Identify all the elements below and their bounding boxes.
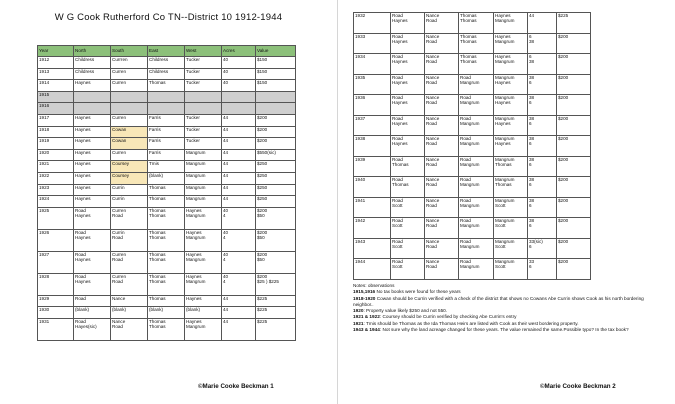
year-cell: 1916 [38,103,74,115]
table-cell: Tucker [185,68,222,80]
table-cell: Thomas Thomas [459,54,494,75]
table-cell: Road Haynes [391,54,425,75]
tax-table-1 [37,45,296,341]
notes-section [353,283,658,333]
table-cell: Childress [148,68,185,80]
table-row [354,177,591,198]
table-cell: Nance [111,295,148,307]
table-cell [256,91,296,103]
table-cell: Haynes Mangrum [185,251,222,273]
table-cell: Thomas Thomas [148,207,185,229]
table-cell [111,91,148,103]
year-cell: 1926 [38,229,74,251]
table-cell: Tucker [185,114,222,126]
table-row [38,307,296,319]
table-cell: Curren Road [111,273,148,295]
table-cell [185,91,222,103]
table-cell [148,91,185,103]
table-cell: $225 [256,318,296,340]
table-cell: Haynes [74,196,111,208]
table-cell: Thomas Thomas [148,229,185,251]
table-row [38,172,296,184]
column-header: Acres [222,46,256,57]
table-cell: Road Haynes [74,251,111,273]
table-row [38,68,296,80]
table-cell: Nance Road [425,74,459,95]
note-text: : Not sure why the land acreage changed for these years. The value remained the same.Possible typo? In the tax book? [379,327,629,333]
table-cell: 33(sic) 6 [528,238,557,259]
table-row [354,115,591,136]
table-cell: Nance Road [425,156,459,177]
table-cell: Haynes [74,138,111,150]
table-row [354,197,591,218]
table-cell: 40 [222,57,256,69]
table-cell: 38 6 [528,115,557,136]
table-cell: Haynes [74,126,111,138]
table-cell: 44 [222,307,256,319]
table-cell: Curren [111,149,148,161]
table-row [38,318,296,340]
table-cell: Nance Road [425,54,459,75]
table-cell: Thomas Thomas [459,13,494,34]
table-cell: Tucker [185,80,222,92]
table-cell: Thomas [148,295,185,307]
year-cell: 1920 [38,149,74,161]
table-cell: Currren [111,57,148,69]
table-cell: Nance Road [425,115,459,136]
year-cell: 1929 [38,295,74,307]
table-row [38,103,296,115]
note-text: : Tmis should be Thomas as the Ida Thomas Heirs are listed with Cook as their west bordering property. [363,320,579,326]
table-cell: Mangrum Haynes [494,74,528,95]
table-cell: $250 [256,161,296,173]
year-cell: 1912 [38,57,74,69]
table-cell: 38 6 [528,177,557,198]
year-cell: 1934 [354,54,391,75]
table-row [38,57,296,69]
table-row [38,295,296,307]
table-cell: $200 [557,74,591,95]
column-header: West [185,46,222,57]
table-cell: Curren [111,114,148,126]
table-cell: Curren Road [111,251,148,273]
year-cell: 1928 [38,273,74,295]
table-cell: Road Scott [391,197,425,218]
table-cell: 38 6 [528,197,557,218]
table-cell: Nance Road [111,318,148,340]
table-cell: Tucker [185,57,222,69]
table-cell: Road Haynes [391,33,425,54]
table-cell: $200 $50 [256,229,296,251]
table-cell: Tmis [148,161,185,173]
table-row [38,80,296,92]
table-cell: 40 4 [222,207,256,229]
table-cell: Road Mangrum [459,197,494,218]
year-cell: 1936 [354,95,391,116]
table-cell: (blank) [74,307,111,319]
table-cell: 44 [222,196,256,208]
table-cell: Haynes [74,80,111,92]
note-text: No tax books were found for these years [375,289,461,295]
table-cell: Thomas [148,184,185,196]
table-cell: 40 [222,68,256,80]
table-cell: Road Hayes(sic) [74,318,111,340]
table-row [38,114,296,126]
year-cell: 1915 [38,91,74,103]
note-label: 1921 & 1922 [353,314,380,320]
table-row [38,184,296,196]
table-cell: $200 [557,238,591,259]
year-cell: 1938 [354,136,391,157]
table-cell: 6 38 [528,54,557,75]
year-cell: 1927 [38,251,74,273]
table-cell [111,103,148,115]
table-row [354,156,591,177]
table-cell: $200 [557,95,591,116]
table-cell: Farris [148,114,185,126]
table-cell: Haynes Mangrum [185,273,222,295]
table-cell: Mangrum Scott [494,238,528,259]
table-cell: 44 [222,318,256,340]
table-cell [222,91,256,103]
year-cell: 1933 [354,33,391,54]
table-cell: Road Mangrum [459,238,494,259]
table-header-row [38,46,296,57]
table-cell: 44 [222,184,256,196]
table-cell: Thomas Thomas [148,273,185,295]
table-cell: Nance Road [425,13,459,34]
table-cell: $200 [557,156,591,177]
page-footer: ©Marie Cooke Beckman 2 [540,383,616,390]
table-cell: Curren Road [111,207,148,229]
table-cell: 44 [222,172,256,184]
table-cell: Currin [111,184,148,196]
table-cell: $200 [557,218,591,239]
table-cell: Haynes [74,172,111,184]
year-cell: 1931 [38,318,74,340]
table-cell: Road Mangrum [459,156,494,177]
table-cell: 38 6 [528,95,557,116]
table-cell: Haynes Mangrum [185,229,222,251]
table-row [38,229,296,251]
table-cell: Road Haynes [74,273,111,295]
year-cell: 1943 [354,238,391,259]
table-cell: Mangrum Scott [494,197,528,218]
page-title: W G Cook Rutherford Co TN--District 10 1912-1944 [54,12,283,23]
table-cell: $200 [256,138,296,150]
table-cell: Haynes [74,114,111,126]
table-cell [256,103,296,115]
table-cell: Road [74,295,111,307]
table-cell: Nance Road [425,197,459,218]
table-cell: $200 $50 [256,251,296,273]
table-cell: 44 [222,126,256,138]
note-line [353,327,658,333]
year-cell: 1941 [354,197,391,218]
year-cell: 1932 [354,13,391,34]
table-cell: 40 4 [222,229,256,251]
table-cell: Road Haynes [391,74,425,95]
table-cell: $150 [256,57,296,69]
table-cell: Road Mangrum [459,259,494,280]
year-cell: 1925 [38,207,74,229]
table-cell: $250 [256,184,296,196]
table-cell: Thomas [148,80,185,92]
year-cell: 1921 [38,161,74,173]
table-cell: $200 [557,115,591,136]
table-cell: $250 [256,172,296,184]
table-cell: Nance Road [425,95,459,116]
table-row [38,196,296,208]
table-cell: Mangrum [185,184,222,196]
table-cell: Road Thomas [391,156,425,177]
table-cell: Haynes Mangrum [185,207,222,229]
table-cell: Haynes Mangrum [494,13,528,34]
table-cell: Mangrum [185,149,222,161]
note-label: 1918-1920 [353,295,376,301]
table-cell: 40 [222,80,256,92]
table-cell: $200 $50 [256,207,296,229]
year-cell: 1913 [38,68,74,80]
table-cell: Mangrum [185,196,222,208]
table-cell: Nance Road [425,238,459,259]
table-cell: 44 [528,13,557,34]
table-cell: 44 [222,161,256,173]
table-cell [74,91,111,103]
table-cell: Road Mangrum [459,115,494,136]
year-cell: 1942 [354,218,391,239]
table-cell: $200 [557,136,591,157]
table-cell: Cowan [111,126,148,138]
table-cell: $150 [256,68,296,80]
table-cell: Mangrum Scott [494,218,528,239]
table-row [354,95,591,116]
table-cell: Mangrum Haynes [494,115,528,136]
note-line [353,296,658,309]
table-cell: $200 [256,114,296,126]
page-1 [0,0,337,404]
column-header: South [111,46,148,57]
table-cell: Childress [74,68,111,80]
table-cell: Mangrum [185,161,222,173]
page-2 [339,0,675,404]
table-cell: Mangrum Haynes [494,136,528,157]
table-cell: Currin Road [111,229,148,251]
table-cell: $150 [256,80,296,92]
table-row [38,138,296,150]
table-row [354,218,591,239]
table-cell: 44 [222,138,256,150]
table-cell: Road Mangrum [459,136,494,157]
table-cell: $200 [557,197,591,218]
table-row [354,33,591,54]
table-cell: $250 [256,196,296,208]
note-text: Notes: observations [353,283,395,288]
year-cell: 1914 [38,80,74,92]
page-divider [337,0,338,404]
table-cell: Childress [148,57,185,69]
table-cell: Thomas [148,196,185,208]
table-cell [148,103,185,115]
year-cell: 1935 [354,74,391,95]
year-cell: 1940 [354,177,391,198]
table-cell: Farris [148,138,185,150]
tax-table-2 [353,12,591,280]
table-cell: 40 4 [222,251,256,273]
table-cell: 44 [222,114,256,126]
table-cell: Haynes [74,149,111,161]
table-cell: (blank) [185,307,222,319]
table-cell: Cowan [111,138,148,150]
table-cell: (blank) [111,307,148,319]
table-cell: Road Scott [391,259,425,280]
column-header: Year [38,46,74,57]
table-cell: Road Haynes [74,207,111,229]
table-cell: Road Thomas [391,177,425,198]
table-cell: $200 [256,126,296,138]
table-cell: Haynes [74,161,111,173]
table-cell: 38 6 [528,218,557,239]
table-cell: $225 [256,295,296,307]
table-cell: $225 [557,13,591,34]
table-cell: Haynes [185,295,222,307]
table-cell: (blank) [148,307,185,319]
column-header: North [74,46,111,57]
table-cell: Thomas Thomas [459,33,494,54]
table-row [354,259,591,280]
table-cell: Road Haynes [74,229,111,251]
year-cell: 1939 [354,156,391,177]
year-cell: 1924 [38,196,74,208]
table-cell: $200 [557,54,591,75]
year-cell: 1919 [38,138,74,150]
table-cell: Tucker [185,126,222,138]
table-cell: 38 6 [528,74,557,95]
table-cell: Road Haynes [391,115,425,136]
year-cell: 1917 [38,114,74,126]
table-cell: Nance Road [425,136,459,157]
table-cell: 44 [222,149,256,161]
table-cell: Tucker [185,138,222,150]
table-cell: Road Mangrum [459,95,494,116]
table-cell: $200 [557,177,591,198]
table-cell: Nance Road [425,259,459,280]
table-cell: 38 6 [528,156,557,177]
table-cell: Coursey [111,161,148,173]
table-cell: Mangrum Haynes [494,95,528,116]
table-cell: $200 $25 ) $225 [256,273,296,295]
table-cell: Thomas Thomas [148,318,185,340]
year-cell: 1923 [38,184,74,196]
table-row [38,207,296,229]
table-cell: Haynes Mangrum [494,54,528,75]
table-cell: 38 6 [528,136,557,157]
table-cell [74,103,111,115]
table-row [354,238,591,259]
table-cell: Haynes Mangrum [494,33,528,54]
table-row [38,161,296,173]
note-label: 1920 [353,308,364,314]
note-label: 1915,1916 [353,289,376,295]
table-row [38,273,296,295]
table-cell: (blank) [148,172,185,184]
note-label: 1921 [353,320,364,326]
table-cell: Road Mangrum [459,177,494,198]
table-cell: Haynes [74,184,111,196]
table-cell: Mangrum Thomas [494,177,528,198]
table-row [354,54,591,75]
page-footer: ©Marie Cooke Beckman 1 [198,383,274,390]
table-cell: $225 [256,307,296,319]
year-cell: 1937 [354,115,391,136]
note-text: : Property value likely $250 and not 550. [363,308,448,314]
table-row [38,149,296,161]
table-cell: 33 6 [528,259,557,280]
table-row [354,136,591,157]
table-cell [222,103,256,115]
table-cell: Road Scott [391,218,425,239]
table-cell: $200 [557,259,591,280]
table-cell: $550(sic) [256,149,296,161]
year-cell: 1922 [38,172,74,184]
table-row [354,13,591,34]
table-cell [185,103,222,115]
note-label: 1943 & 1944 [353,327,380,333]
table-cell: Nance Road [425,218,459,239]
note-text: : Coursey should be Currin verified by checking Abe Currin's entry [379,314,517,320]
table-cell: Curren [111,80,148,92]
table-cell: Mangrum Scott [494,259,528,280]
table-cell: Road Haynes [391,95,425,116]
year-cell: 1930 [38,307,74,319]
table-cell: Thomas Thomas [148,251,185,273]
column-header: East [148,46,185,57]
table-cell: Farris [148,149,185,161]
year-cell: 1944 [354,259,391,280]
table-cell: Coursey [111,172,148,184]
table-row [38,126,296,138]
table-cell: Currin [111,196,148,208]
table-cell: Road Scott [391,238,425,259]
table-cell: Haynes Mangrum [185,318,222,340]
table-cell: Mangrum Thomas [494,156,528,177]
table-cell: Road Mangrum [459,218,494,239]
table-cell: Farris [148,126,185,138]
table-cell: 6 38 [528,33,557,54]
table-cell: Curren [111,68,148,80]
table-cell: $200 [557,33,591,54]
table-cell: 40 4 [222,273,256,295]
table-row [38,251,296,273]
year-cell: 1918 [38,126,74,138]
table-cell: Road Haynes [391,136,425,157]
table-row [38,91,296,103]
table-row [354,74,591,95]
table-cell: Nance Road [425,33,459,54]
table-cell: Road Mangrum [459,74,494,95]
table-cell: Nance Road [425,177,459,198]
table-cell: Road Haynes [391,13,425,34]
table-cell: Mangrum [185,172,222,184]
table-cell: 44 [222,295,256,307]
table-cell: Childress [74,57,111,69]
note-text: Cowan should be Currin verified with a check of the district that shows no Cowans Abe Currin shows Cook as his north bordering neighbor.. [353,295,644,307]
column-header: Value [256,46,296,57]
